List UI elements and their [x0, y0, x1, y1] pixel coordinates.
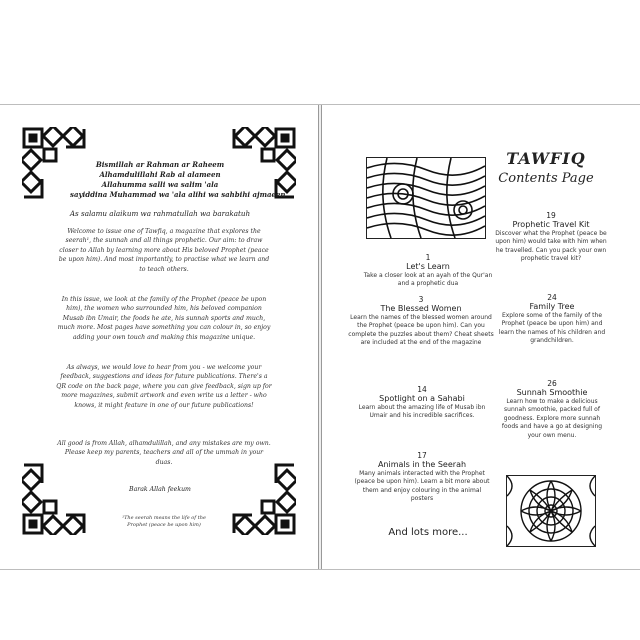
item-title: Spotlight on a Sahabi	[379, 394, 465, 403]
item-description: Discover what the Prophet (peace be upon him) would take with him when he travelled. Can you pack your own prophetic travel kit?	[495, 230, 607, 263]
item-description: Learn how to make a delicious sunnah smoothie, packed full of goodness. Explore more sunnah foods and have a go at designing your own menu.	[501, 398, 603, 439]
item-title: Prophetic Travel Kit	[512, 220, 590, 229]
magazine-spread	[0, 104, 640, 570]
contents-item	[494, 211, 608, 264]
feedback-paragraph: As always, we would love to hear from you - we welcome your feedback, suggestions and ideas for future publications. There's a QR code on the back page, where you can give feedback, sign up for more magazines, submit artwork and even write us a letter - who knows, it might feature in one of our future publications!	[56, 364, 272, 409]
signoff: Barak Allah feekum	[129, 486, 191, 493]
item-page-number: 19	[546, 211, 556, 220]
page-title: Contents Page	[498, 171, 594, 186]
item-description: Many animals interacted with the Prophet (peace be upon him). Learn a bit more about them and enjoy colouring in the animal posters	[354, 470, 490, 503]
contents-page	[322, 105, 640, 569]
item-description: Learn about the amazing life of Musab ibn Umair and his incredible sacrifices.	[358, 404, 486, 420]
item-title: Animals in the Seerah	[377, 460, 467, 469]
contents-item	[498, 379, 606, 440]
item-title: Sunnah Smoothie	[516, 388, 588, 397]
invocation-line: sayiddina Muhammad wa 'ala alihi wa sahbihi ajmaeen	[70, 190, 286, 199]
item-title: The Blessed Women	[380, 304, 462, 313]
item-page-number: 14	[417, 385, 427, 394]
mandala-pattern-image	[506, 475, 596, 547]
item-page-number: 24	[547, 293, 557, 302]
invocation-line: Alhamdulillahi Rab al alameen	[99, 170, 221, 179]
more-content-note: And lots more...	[388, 527, 468, 538]
editorial-page	[0, 105, 318, 569]
item-page-number: 1	[425, 253, 431, 262]
item-page-number: 26	[547, 379, 557, 388]
issue-paragraph: In this issue, we look at the family of the Prophet (peace be upon him), the women who surrounded him, his beloved companion Musab ibn Umair, the foods he ate, his sunnah sports and much, much more. Most pages have something you can colour in, so enjoy adding your own touch and making this magazine unique.	[57, 296, 271, 341]
item-page-number: 3	[418, 295, 424, 304]
contents-item	[356, 385, 488, 421]
contents-item	[352, 451, 492, 504]
item-title: Family Tree	[529, 302, 575, 311]
item-description: Explore some of the family of the Prophet (peace be upon him) and learn the names of his children and grandchildren.	[498, 312, 606, 345]
contents-item	[496, 293, 608, 346]
intro-paragraph: Welcome to issue one of Tawfiq, a magazine that explores the seerah¹, the sunnah and all things prophetic. Our aim: to draw closer to Allah by learning more about His beloved Prophet (peace be upon him). And most importantly, to practise what we learn and to teach others.	[58, 228, 270, 273]
invocation-line: Allahumma salli wa salim 'ala	[101, 180, 219, 189]
closing-paragraph: All good is from Allah, alhamdulillah, and any mistakes are my own. Please keep my parents, teachers and all of the ummah in your duas.	[57, 440, 271, 466]
item-page-number: 17	[417, 451, 427, 460]
greeting: As salamu alaikum wa rahmatullah wa barakatuh	[69, 209, 251, 218]
item-title: Let's Learn	[406, 262, 450, 271]
footnote: ¹The seerah means the life of the Prophet (peace be upon him)	[122, 515, 206, 528]
contents-item	[358, 253, 498, 289]
opening-invocation	[70, 160, 286, 200]
item-description: Learn the names of the blessed women around the Prophet (peace be upon him). Can you complete the puzzles about them? Cheat sheets are included at the end of the magazine	[348, 314, 494, 347]
invocation-line: Bismillah ar Rahman ar Raheem	[95, 160, 225, 169]
item-description: Take a closer look at an ayah of the Qur'an and a prophetic dua	[363, 272, 493, 288]
contents-item	[346, 295, 496, 348]
zentangle-pattern-image	[366, 157, 486, 239]
magazine-title: TAWFIQ	[506, 149, 586, 168]
